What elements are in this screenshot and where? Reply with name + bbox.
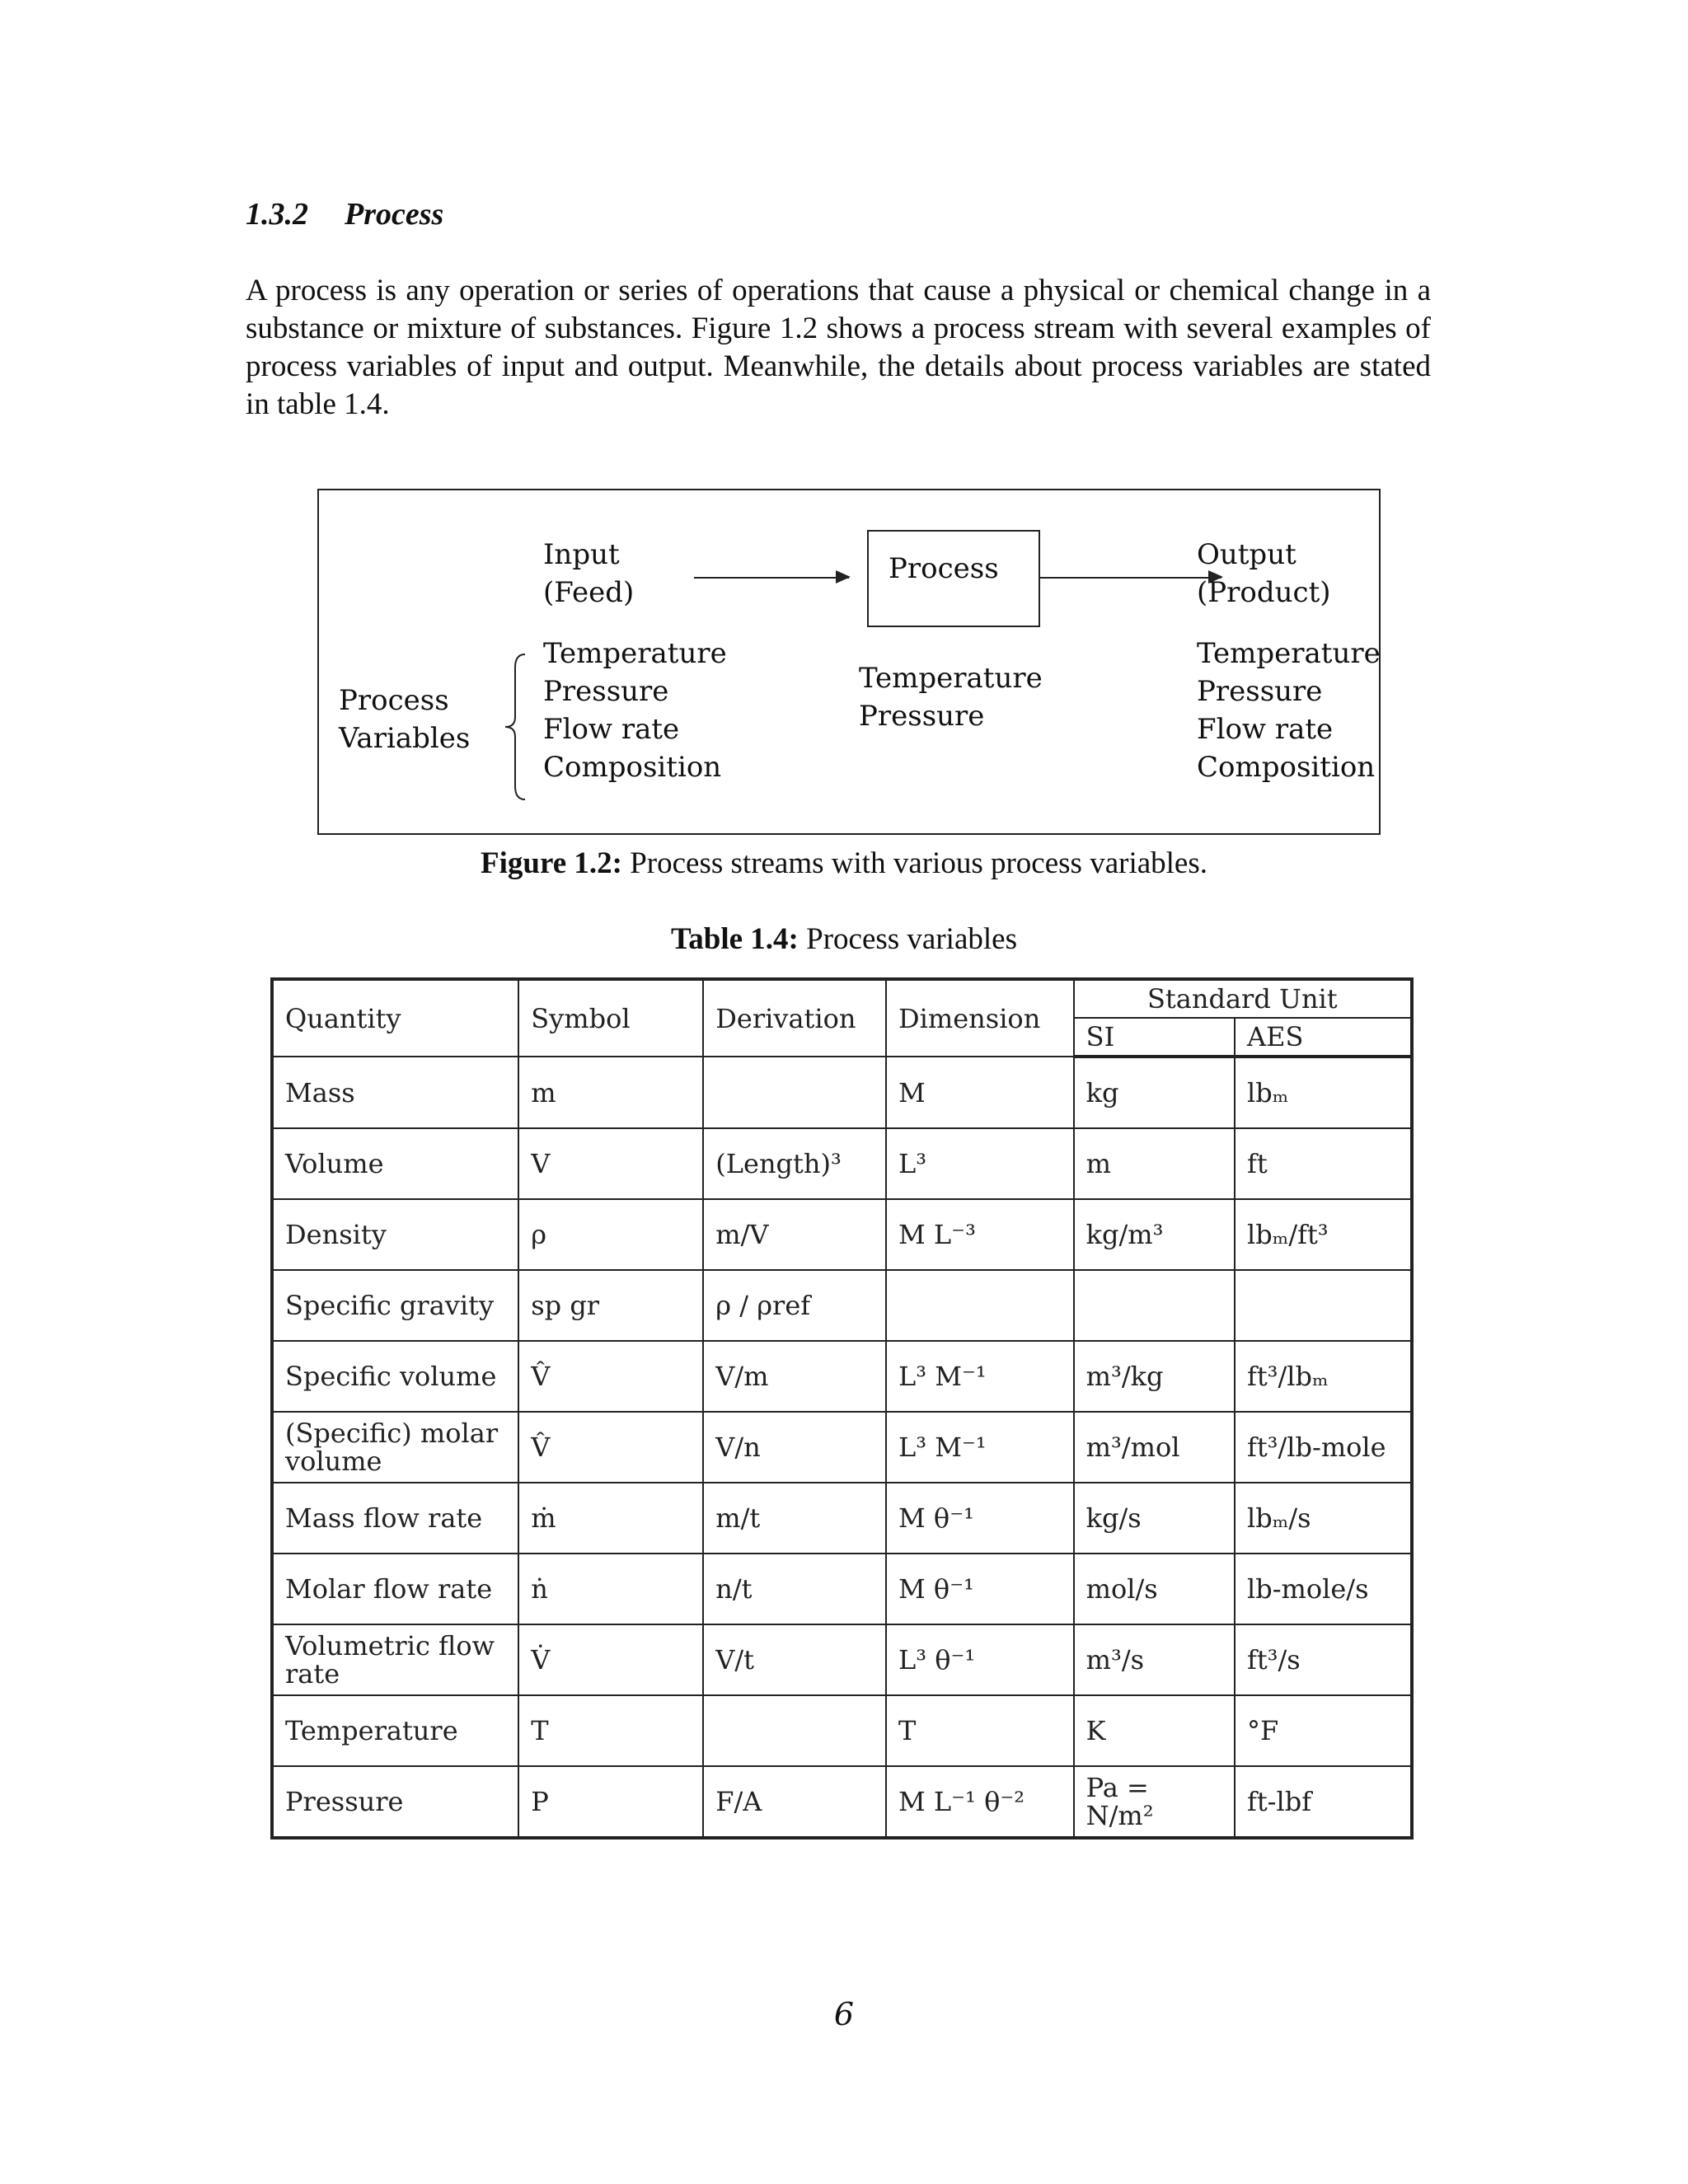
cell-dimension: M θ⁻¹ [886, 1483, 1074, 1554]
header-symbol: Symbol [518, 979, 703, 1057]
cell-dimension: M L⁻¹ θ⁻² [886, 1766, 1074, 1838]
table-row [272, 1128, 1412, 1199]
cell-derivation: n/t [703, 1554, 886, 1624]
cell-aes: lbₘ [1235, 1057, 1412, 1128]
process-variables-list [859, 659, 1043, 735]
cell-quantity: Volumetric flow rate [272, 1624, 518, 1695]
pv-line2: Variables [339, 722, 471, 755]
cell-symbol: T [518, 1695, 703, 1766]
process-box [867, 530, 1040, 627]
cell-dimension: T [886, 1695, 1074, 1766]
cell-symbol: ṁ [518, 1483, 703, 1554]
output-var: Flow rate [1197, 713, 1334, 746]
output-label-line2: (Product) [1197, 576, 1331, 609]
output-label-line1: Output [1197, 538, 1296, 571]
section-heading [246, 196, 443, 232]
table-row [272, 1766, 1412, 1838]
curly-brace-icon [500, 651, 533, 804]
header-dimension: Dimension [886, 979, 1074, 1057]
section-title: Process [345, 197, 444, 232]
pv-line1: Process [339, 684, 449, 717]
cell-quantity: Pressure [272, 1766, 518, 1838]
cell-aes [1235, 1270, 1412, 1341]
cell-symbol: ρ [518, 1199, 703, 1270]
cell-derivation [703, 1057, 886, 1128]
table-row [272, 1624, 1412, 1695]
cell-derivation: V/n [703, 1412, 886, 1483]
table-row [272, 1695, 1412, 1766]
cell-quantity: Molar flow rate [272, 1554, 518, 1624]
cell-derivation: m/V [703, 1199, 886, 1270]
output-var: Composition [1197, 751, 1376, 784]
body-paragraph: A process is any operation or series of operations that cause a physical or chemical change in a substance or mixture of substances. Figure 1.2 shows a process stream with several examples of process variables of input and output. Meanwhile, the details about process variables are stated in table 1.4. [246, 274, 1431, 421]
cell-si: Pa = N/m² [1074, 1766, 1235, 1838]
cell-derivation: ρ / ρref [703, 1270, 886, 1341]
cell-quantity: Mass flow rate [272, 1483, 518, 1554]
header-quantity: Quantity [272, 979, 518, 1057]
cell-quantity: Specific volume [272, 1341, 518, 1412]
cell-si [1074, 1270, 1235, 1341]
table-row [272, 1412, 1412, 1483]
cell-aes: ft [1235, 1128, 1412, 1199]
cell-dimension: L³ θ⁻¹ [886, 1624, 1074, 1695]
cell-aes: ft³/s [1235, 1624, 1412, 1695]
table-caption [0, 921, 1688, 957]
cell-aes: lb-mole/s [1235, 1554, 1412, 1624]
cell-aes: lbₘ/s [1235, 1483, 1412, 1554]
cell-si: K [1074, 1695, 1235, 1766]
cell-symbol: sp gr [518, 1270, 703, 1341]
input-label-line2: (Feed) [543, 576, 635, 609]
cell-symbol: P [518, 1766, 703, 1838]
process-var: Pressure [859, 700, 985, 733]
cell-derivation: V/t [703, 1624, 886, 1695]
cell-dimension [886, 1270, 1074, 1341]
process-variables-table [270, 977, 1414, 1840]
cell-dimension: M θ⁻¹ [886, 1554, 1074, 1624]
section-number: 1.3.2 [246, 197, 308, 232]
output-var: Temperature [1197, 637, 1381, 670]
input-var: Temperature [543, 637, 727, 670]
cell-dimension: M [886, 1057, 1074, 1128]
process-box-label: Process [889, 552, 999, 585]
table-row [272, 1554, 1412, 1624]
header-standard-unit: Standard Unit [1074, 979, 1412, 1018]
cell-dimension: M L⁻³ [886, 1199, 1074, 1270]
header-derivation: Derivation [703, 979, 886, 1057]
cell-si: mol/s [1074, 1554, 1235, 1624]
figure-caption-text: Process streams with various process variables. [621, 846, 1207, 880]
table-row [272, 1341, 1412, 1412]
process-variables-label [339, 682, 470, 757]
process-stream-figure [317, 489, 1381, 835]
cell-si: kg/m³ [1074, 1199, 1235, 1270]
table-caption-text: Process variables [798, 922, 1017, 956]
input-var: Flow rate [543, 713, 680, 746]
cell-derivation: (Length)³ [703, 1128, 886, 1199]
input-var: Pressure [543, 675, 669, 708]
cell-symbol: V [518, 1128, 703, 1199]
cell-aes: lbₘ/ft³ [1235, 1199, 1412, 1270]
cell-quantity: Temperature [272, 1695, 518, 1766]
cell-derivation [703, 1695, 886, 1766]
cell-symbol: V̇ [518, 1624, 703, 1695]
output-arrow [1040, 577, 1221, 579]
cell-si: m³/s [1074, 1624, 1235, 1695]
input-arrow [694, 577, 849, 579]
cell-quantity: Specific gravity [272, 1270, 518, 1341]
output-var: Pressure [1197, 675, 1323, 708]
header-si: SI [1074, 1018, 1235, 1057]
cell-quantity: Volume [272, 1128, 518, 1199]
cell-aes: °F [1235, 1695, 1412, 1766]
input-variables-list [543, 635, 727, 786]
page-number: 6 [833, 1996, 855, 2032]
cell-dimension: L³ [886, 1128, 1074, 1199]
cell-dimension: L³ M⁻¹ [886, 1412, 1074, 1483]
output-variables-list [1197, 635, 1381, 786]
cell-symbol: m [518, 1057, 703, 1128]
cell-derivation: m/t [703, 1483, 886, 1554]
figure-caption-label: Figure 1.2: [481, 846, 622, 880]
cell-aes: ft³/lb-mole [1235, 1412, 1412, 1483]
cell-symbol: ṅ [518, 1554, 703, 1624]
output-label [1197, 536, 1331, 612]
cell-quantity: Density [272, 1199, 518, 1270]
input-label-line1: Input [543, 538, 620, 571]
input-var: Composition [543, 751, 722, 784]
cell-symbol: V̂ [518, 1412, 703, 1483]
table-row [272, 1199, 1412, 1270]
cell-si: m³/mol [1074, 1412, 1235, 1483]
header-aes: AES [1235, 1018, 1412, 1057]
cell-symbol: V̂ [518, 1341, 703, 1412]
cell-quantity: (Specific) molar volume [272, 1412, 518, 1483]
table-body [272, 1057, 1412, 1838]
table-row [272, 1483, 1412, 1554]
table-caption-label: Table 1.4: [671, 922, 799, 956]
input-label [543, 536, 634, 612]
cell-si: m³/kg [1074, 1341, 1235, 1412]
process-var: Temperature [859, 662, 1043, 695]
cell-dimension: L³ M⁻¹ [886, 1341, 1074, 1412]
table-row [272, 1057, 1412, 1128]
cell-quantity: Mass [272, 1057, 518, 1128]
table-row [272, 1270, 1412, 1341]
cell-aes: ft³/lbₘ [1235, 1341, 1412, 1412]
cell-si: m [1074, 1128, 1235, 1199]
cell-si: kg/s [1074, 1483, 1235, 1554]
cell-derivation: F/A [703, 1766, 886, 1838]
cell-derivation: V/m [703, 1341, 886, 1412]
cell-aes: ft-lbf [1235, 1766, 1412, 1838]
figure-caption [0, 846, 1688, 881]
cell-si: kg [1074, 1057, 1235, 1128]
